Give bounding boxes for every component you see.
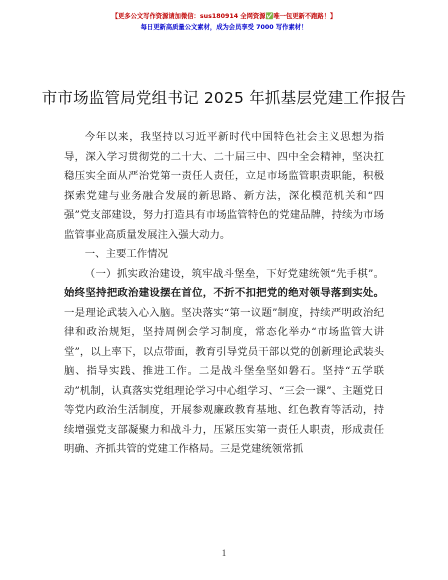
paragraph-lead: （一）抓实政治建设，筑牢战斗堡垒，下好党建统领“先手棋”。	[84, 267, 384, 280]
paragraph-body: 一是理论武装入心入脑。坚决落实“第一议题”制度，持续严明政治纪律和政治规矩，坚持周例会学习制度，常态化举办“市场监管大讲堂”，以上率下，以点带面，教育引导党员干部以党的创新理论武装头脑、指导实践、推进工作。二是战斗堡垒坚如磐石。坚持“五学联动”机制，认真落实党组理论学习中心组学习、“三会一课”、主题党日等党内政治生活制度，开展参观廉政教育基地、红色教育等活动，持续增强党支部凝聚力和战斗力，压紧压实第一责任人职责，形成责任明确、齐抓共管的党建工作格局。三是党建统领常抓	[64, 306, 384, 455]
document-title: 市市场监管局党组书记 2025 年抓基层党建工作报告	[41, 89, 407, 107]
page-number: 1	[221, 548, 227, 558]
document-body	[64, 128, 384, 460]
promo-banner-line2: 每日更新高质量公文素材，成为会员享受 7000 写作素材！	[140, 24, 308, 31]
promo-banner	[0, 11, 448, 33]
promo-banner-line1: 【更多公文写作资源请加微信：sus180914 全网资源✅唯一包更新不跑路！】	[111, 13, 337, 20]
intro-paragraph: 今年以来，我坚持以习近平新时代中国特色社会主义思想为指导，深入学习贯彻党的二十大、二十届三中、四中全会精神，坚决扛稳压实全面从严治党第一责任人责任，立足市场监管职责职能，积极探索党建与业务融合发展的新思路、新方法，深化模范机关和“四强”党支部建设，努力打造具有市场监管特色的党建品牌，持续为市场监管事业高质量发展注入强大动力。	[64, 131, 384, 241]
section-heading: 一、主要工作情况	[84, 248, 168, 260]
paragraph-bold-emphasis: 始终坚持把政治建设摆在首位，不折不扣把党的绝对领导落到实处。	[64, 287, 384, 299]
work-paragraph-1	[64, 265, 384, 460]
